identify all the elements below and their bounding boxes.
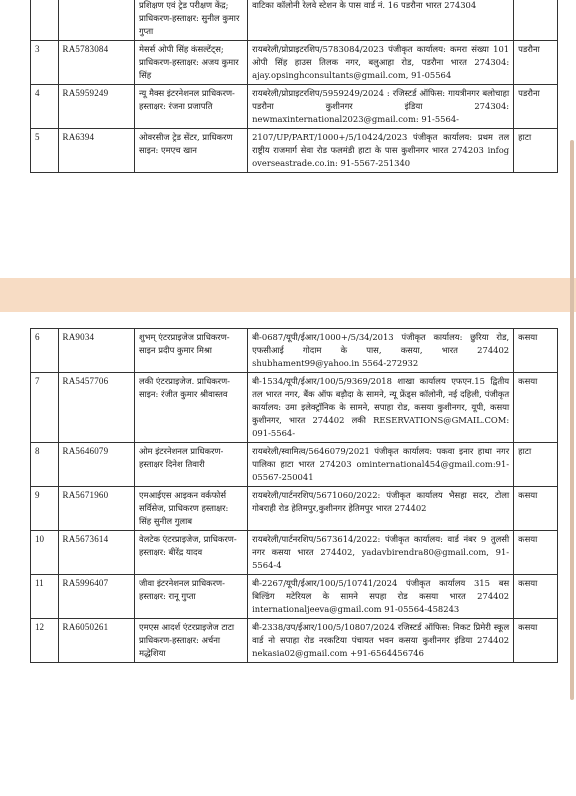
registration-number-cell: RA5959249 [58, 85, 134, 129]
registration-number-cell: RA5673614 [58, 531, 134, 575]
registration-number-cell: RA5457706 [58, 373, 134, 443]
document-page-top [0, 0, 576, 278]
serial-number-cell: 5 [31, 129, 59, 173]
table-row [31, 619, 558, 663]
registration-number-cell: RA5783084 [58, 41, 134, 85]
table-row [31, 531, 558, 575]
agent-name-cell: एमआईएस आइकन वर्कफोर्स सर्विसेज, प्राधिकरण हस्ताक्षर: सिंह सुनील गुलाब [134, 487, 247, 531]
serial-number-cell: 12 [31, 619, 59, 663]
agent-name-cell: न्यू मैक्स इंटरनेशनल प्राधिकरण-हस्ताक्षर: रंजना प्रजापति [134, 85, 247, 129]
city-cell: पडरौना [514, 85, 558, 129]
agent-name-cell: ओवरसीज ट्रेड सेंटर, प्राधिकरण साइन: एमएच खान [134, 129, 247, 173]
table-row [31, 373, 558, 443]
document-page-bottom [0, 312, 576, 796]
agent-name-cell: एमएस आदर्श एंटरप्राइजेज टाटा प्राधिकरण-हस्ताक्षर: अर्चना मद्धेशिया [134, 619, 247, 663]
scrollbar[interactable] [570, 140, 574, 700]
serial-number-cell: 6 [31, 329, 59, 373]
serial-number-cell: 7 [31, 373, 59, 443]
agent-name-cell: वेलटेक एंटरप्राइजेज, प्राधिकरण-हस्ताक्षर: बीरेंद्र यादव [134, 531, 247, 575]
city-cell: कसया [514, 575, 558, 619]
registration-number-cell: RA9034 [58, 329, 134, 373]
city-cell: कसया [514, 619, 558, 663]
city-cell [514, 0, 558, 41]
serial-number-cell: 11 [31, 575, 59, 619]
address-cell: रायबरेली/पार्टनरशिप/5673614/2022: पंजीकृत कार्यालय: वार्ड नंबर 9 तुलसी नगर कसया भारत 274402, yadavbirendra80@gmail.com, 91-5564-4 [248, 531, 514, 575]
registration-number-cell: RA5996407 [58, 575, 134, 619]
city-cell: कसया [514, 487, 558, 531]
serial-number-cell: 8 [31, 443, 59, 487]
city-cell: कसया [514, 373, 558, 443]
table-row [31, 129, 558, 173]
address-cell: बी-2267/यूपी/ईआर/100/5/10741/2024 पंजीकृत कार्यालय 315 बस बिल्डिंग मटेरियल के सामने सपहा रोड कसया भारत 274402 internationaljeeva@gmail.com 91-05564-458243 [248, 575, 514, 619]
table-row [31, 487, 558, 531]
serial-number-cell: 4 [31, 85, 59, 129]
table-row [31, 0, 558, 41]
serial-number-cell [31, 0, 59, 41]
serial-number-cell: 3 [31, 41, 59, 85]
address-cell: 2107/UP/PART/1000+/5/10424/2023 पंजीकृत कार्यालय: प्रथम तल राष्ट्रीय राजमार्ग सेवा रोड फलमंडी हाटा के पास कुशीनगर भारत 274203 infog overseastrade.co.in: 91-5567-251340 [248, 129, 514, 173]
table-row [31, 85, 558, 129]
table-body-bottom [31, 329, 558, 663]
agent-name-cell: जीवा इंटरनेशनल प्राधिकरण-हस्ताक्षर: रानू गुप्ता [134, 575, 247, 619]
registration-number-cell [58, 0, 134, 41]
agent-name-cell: लकी एंटरप्राइजेज. प्राधिकरण-साइन: रंजीत कुमार श्रीवास्तव [134, 373, 247, 443]
table-row [31, 575, 558, 619]
city-cell: कसया [514, 531, 558, 575]
agent-name-cell: ओम इंटरनेशनल प्राधिकरण-हस्ताक्षर दिनेश तिवारी [134, 443, 247, 487]
agents-table-top [30, 0, 558, 173]
address-cell: रायबरेली/पार्टनरशिप/5671060/2022: पंजीकृत कार्यालय भैसहा सदर, टोला गोबराही रोड हेतिमपुर,कुशीनगर हेतिमपुर भारत 274402 [248, 487, 514, 531]
registration-number-cell: RA6050261 [58, 619, 134, 663]
address-cell: बी-0687/यूपी/ईआर/1000+/5/34/2013 पंजीकृत कार्यालय: छुरिया रोड, एफसीआई गोदाम के पास, कसया, भारत 274402 shubhament99@yahoo.in 5564-272932 [248, 329, 514, 373]
registration-number-cell: RA6394 [58, 129, 134, 173]
serial-number-cell: 10 [31, 531, 59, 575]
agent-name-cell: मेसर्स ओपी सिंह कंसल्टेंट्स; प्राधिकरण-हस्ताक्षर: अजय कुमार सिंह [134, 41, 247, 85]
city-cell: पडरौना [514, 41, 558, 85]
address-cell: रायबरेली/प्रोप्राइटरशिप/5783084/2023 पंजीकृत कार्यालय: कमरा संख्या 101 ओपी सिंह हाउस तिलक नगर, बलुआहा रोड, पडरौना भारत 274304: ajay.opsinghconsultants@gmail.com, 91-05564 [248, 41, 514, 85]
registration-number-cell: RA5646079 [58, 443, 134, 487]
agent-name-cell: शुभम् एंटरप्राइजेज प्राधिकरण-साइन प्रदीप कुमार मिश्रा [134, 329, 247, 373]
address-cell: बी-1534/यूपी/ईआर/100/5/9369/2018 शाखा कार्यालय एफएन.15 द्वितीय तल भारत नगर, बैंक ऑफ बड़ौदा के सामने, न्यू फ्रेंड्स कॉलोनी, नई दहिली, पंजीकृत कार्यालय: उमा इलेक्ट्रॉनिक के सामने, सपाहा रोड, कसया कुशीनगर, यूपी, कसया कुशीनगर, भारत 274402 लकी RESERVATIONS@GMAIL.COM: 091-5564- [248, 373, 514, 443]
registration-number-cell: RA5671960 [58, 487, 134, 531]
table-row [31, 41, 558, 85]
agent-name-cell: प्रशिक्षण एवं ट्रेड परीक्षण केंद्र; प्राधिकरण-हस्ताक्षर: सुनील कुमार गुप्ता [134, 0, 247, 41]
address-cell: बी-2338/उप/ईआर/100/5/10807/2024 रजिस्टर्ड ऑफिस: निकट प्रिमेरी स्कूल वार्ड नो सपाहा रोड नरकटिया पंचायत भवन कसया कुशीनगर इंडिया 274402 nekasia02@gmail.com +91-6564456746 [248, 619, 514, 663]
table-body-top [31, 0, 558, 173]
city-cell: हाटा [514, 129, 558, 173]
city-cell: हाटा [514, 443, 558, 487]
table-row [31, 329, 558, 373]
city-cell: कसया [514, 329, 558, 373]
serial-number-cell: 9 [31, 487, 59, 531]
agents-table-bottom [30, 328, 558, 663]
address-cell: रायबरेली/स्वामित्व/5646079/2021 पंजीकृत कार्यालय: पकवा इनार हाथा नगर पालिका हाटा भारत 274203 ominternational454@gmail.com:91-05567-250041 [248, 443, 514, 487]
table-row [31, 443, 558, 487]
address-cell: रायबरेली/प्रोप्राइटरशिप/5959249/2024 : रजिस्टर्ड ऑफिस: गायत्रीनगर बलोचाहा पडरौना कुशीनगर इंडिया 274304: newmaxinternational2023@gmail.com: 91-5564- [248, 85, 514, 129]
address-cell: वाटिका कॉलोनी रेलवे स्टेशन के पास वार्ड नं. 16 पडरौना भारत 274304 [248, 0, 514, 41]
